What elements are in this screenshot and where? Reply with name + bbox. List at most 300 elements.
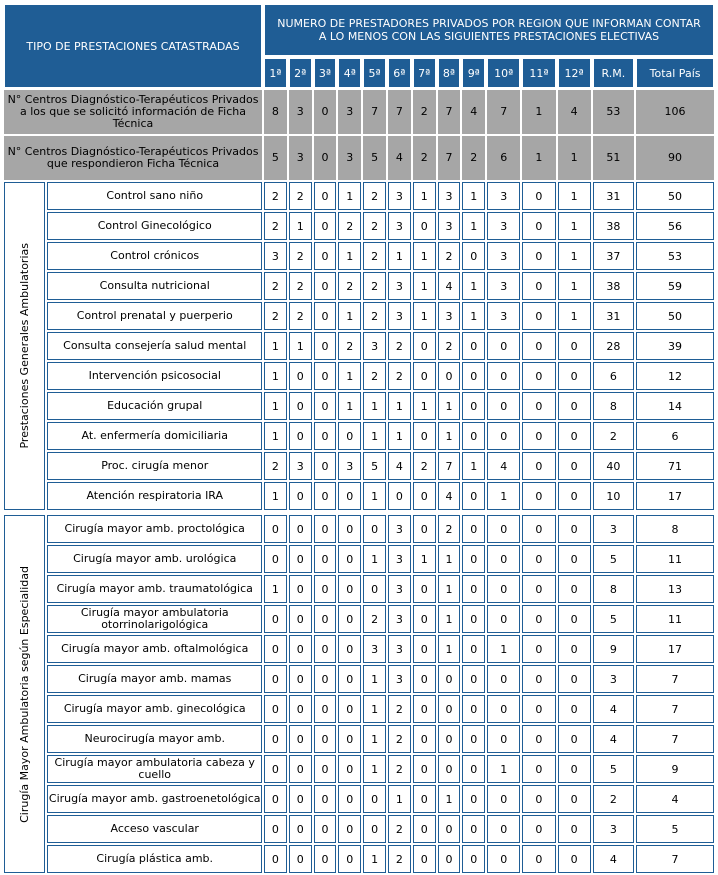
value-cell: 50 — [636, 302, 714, 330]
value-cell: 0 — [462, 845, 485, 873]
value-cell: 3 — [338, 452, 361, 480]
value-cell: 0 — [314, 212, 337, 240]
column-header: Total País — [636, 58, 714, 88]
title-line-1: NUMERO DE PRESTADORES PRIVADOS POR REGION QUE INFORMAN CONTAR — [277, 17, 701, 30]
summary-value: 4 — [462, 90, 485, 134]
value-cell: 0 — [522, 725, 555, 753]
value-cell: 1 — [264, 482, 287, 510]
value-cell: 0 — [522, 422, 555, 450]
value-cell: 3 — [438, 302, 461, 330]
table-row — [4, 362, 714, 390]
column-header: 12ª — [558, 58, 591, 88]
value-cell: 0 — [363, 785, 386, 813]
value-cell: 0 — [314, 545, 337, 573]
value-cell: 0 — [289, 515, 312, 543]
value-cell: 0 — [338, 785, 361, 813]
value-cell: 0 — [558, 635, 591, 663]
value-cell: 0 — [438, 725, 461, 753]
value-cell: 0 — [289, 362, 312, 390]
value-cell: 2 — [363, 242, 386, 270]
value-cell: 0 — [413, 695, 436, 723]
row-label: Cirugía mayor amb. traumatológica — [47, 575, 262, 603]
value-cell: 3 — [487, 302, 520, 330]
value-cell: 0 — [487, 545, 520, 573]
value-cell: 12 — [636, 362, 714, 390]
table-row — [4, 482, 714, 510]
value-cell: 0 — [487, 785, 520, 813]
value-cell: 1 — [438, 545, 461, 573]
value-cell: 1 — [363, 392, 386, 420]
summary-value: 0 — [314, 136, 337, 180]
value-cell: 11 — [636, 545, 714, 573]
value-cell: 40 — [593, 452, 634, 480]
value-cell: 2 — [438, 332, 461, 360]
value-cell: 0 — [338, 515, 361, 543]
summary-value: 7 — [363, 90, 386, 134]
value-cell: 2 — [264, 182, 287, 210]
value-cell: 0 — [264, 725, 287, 753]
value-cell: 0 — [558, 785, 591, 813]
value-cell: 17 — [636, 482, 714, 510]
value-cell: 2 — [289, 302, 312, 330]
value-cell: 0 — [264, 635, 287, 663]
value-cell: 1 — [264, 362, 287, 390]
value-cell: 0 — [413, 482, 436, 510]
value-cell: 0 — [413, 665, 436, 693]
value-cell: 0 — [487, 665, 520, 693]
value-cell: 0 — [314, 575, 337, 603]
value-cell: 0 — [314, 332, 337, 360]
value-cell: 1 — [363, 545, 386, 573]
value-cell: 8 — [636, 515, 714, 543]
value-cell: 0 — [558, 815, 591, 843]
value-cell: 10 — [593, 482, 634, 510]
value-cell: 0 — [487, 845, 520, 873]
table-row — [4, 725, 714, 753]
value-cell: 0 — [522, 665, 555, 693]
row-label: Consulta consejería salud mental — [47, 332, 262, 360]
column-header: 10ª — [487, 58, 520, 88]
summary-value: 7 — [388, 90, 411, 134]
value-cell: 0 — [314, 515, 337, 543]
value-cell: 0 — [264, 515, 287, 543]
value-cell: 0 — [462, 422, 485, 450]
summary-label: N° Centros Diagnóstico-Terapéuticos Privados que respondieron Ficha Técnica — [4, 136, 262, 180]
value-cell: 0 — [264, 665, 287, 693]
value-cell: 0 — [522, 302, 555, 330]
value-cell: 1 — [363, 725, 386, 753]
value-cell: 3 — [487, 272, 520, 300]
value-cell: 0 — [522, 575, 555, 603]
value-cell: 0 — [413, 515, 436, 543]
summary-value: 1 — [522, 136, 555, 180]
value-cell: 6 — [593, 362, 634, 390]
value-cell: 2 — [388, 845, 411, 873]
value-cell: 3 — [487, 182, 520, 210]
group-label-cell — [4, 182, 45, 510]
value-cell: 1 — [289, 332, 312, 360]
value-cell: 2 — [289, 182, 312, 210]
row-label: Cirugía mayor amb. mamas — [47, 665, 262, 693]
value-cell: 3 — [388, 635, 411, 663]
value-cell: 0 — [487, 422, 520, 450]
row-label: Control Ginecológico — [47, 212, 262, 240]
value-cell: 0 — [522, 332, 555, 360]
tipo-header: TIPO DE PRESTACIONES CATASTRADAS — [4, 4, 262, 88]
value-cell: 0 — [522, 182, 555, 210]
summary-value: 3 — [338, 90, 361, 134]
value-cell: 4 — [636, 785, 714, 813]
value-cell: 7 — [438, 452, 461, 480]
summary-value: 5 — [264, 136, 287, 180]
value-cell: 2 — [363, 362, 386, 390]
value-cell: 1 — [338, 362, 361, 390]
value-cell: 1 — [558, 302, 591, 330]
value-cell: 0 — [289, 665, 312, 693]
summary-value: 7 — [438, 90, 461, 134]
group-separator — [4, 512, 714, 513]
summary-value: 2 — [462, 136, 485, 180]
value-cell: 0 — [462, 605, 485, 633]
row-label: Cirugía mayor ambulatoria otorrinolarigológica — [47, 605, 262, 633]
value-cell: 0 — [289, 482, 312, 510]
value-cell: 1 — [289, 212, 312, 240]
summary-value: 0 — [314, 90, 337, 134]
value-cell: 0 — [289, 392, 312, 420]
value-cell: 1 — [558, 182, 591, 210]
value-cell: 1 — [363, 845, 386, 873]
value-cell: 0 — [413, 785, 436, 813]
summary-value: 3 — [289, 90, 312, 134]
value-cell: 3 — [487, 212, 520, 240]
value-cell: 2 — [264, 302, 287, 330]
summary-row — [4, 136, 714, 180]
table-row — [4, 272, 714, 300]
row-label: Cirugía mayor amb. gastroenetológica — [47, 785, 262, 813]
column-header: 3ª — [314, 58, 337, 88]
value-cell: 1 — [363, 755, 386, 783]
value-cell: 0 — [462, 482, 485, 510]
value-cell: 2 — [388, 815, 411, 843]
summary-value: 51 — [593, 136, 634, 180]
value-cell: 0 — [522, 785, 555, 813]
summary-value: 4 — [558, 90, 591, 134]
value-cell: 0 — [413, 362, 436, 390]
value-cell: 0 — [413, 422, 436, 450]
table-row — [4, 332, 714, 360]
value-cell: 4 — [593, 725, 634, 753]
value-cell: 0 — [314, 242, 337, 270]
summary-value: 1 — [522, 90, 555, 134]
value-cell: 3 — [388, 272, 411, 300]
value-cell: 0 — [314, 422, 337, 450]
value-cell: 0 — [314, 452, 337, 480]
value-cell: 0 — [462, 332, 485, 360]
value-cell: 2 — [363, 302, 386, 330]
title-header — [264, 4, 714, 56]
value-cell: 0 — [522, 272, 555, 300]
summary-value: 7 — [438, 136, 461, 180]
value-cell: 0 — [289, 635, 312, 663]
value-cell: 0 — [314, 272, 337, 300]
value-cell: 0 — [558, 482, 591, 510]
value-cell: 2 — [289, 242, 312, 270]
value-cell: 2 — [363, 212, 386, 240]
value-cell: 3 — [289, 452, 312, 480]
value-cell: 1 — [338, 392, 361, 420]
value-cell: 1 — [413, 242, 436, 270]
value-cell: 0 — [289, 695, 312, 723]
column-header: 11ª — [522, 58, 555, 88]
value-cell: 0 — [363, 515, 386, 543]
value-cell: 13 — [636, 575, 714, 603]
value-cell: 2 — [264, 452, 287, 480]
title-line-2: A LO MENOS CON LAS SIGUIENTES PRESTACIONES ELECTIVAS — [318, 30, 660, 43]
value-cell: 2 — [289, 272, 312, 300]
table-row — [4, 695, 714, 723]
value-cell: 0 — [438, 665, 461, 693]
value-cell: 0 — [314, 392, 337, 420]
value-cell: 2 — [388, 755, 411, 783]
value-cell: 17 — [636, 635, 714, 663]
value-cell: 0 — [462, 392, 485, 420]
value-cell: 1 — [462, 182, 485, 210]
value-cell: 1 — [462, 272, 485, 300]
value-cell: 39 — [636, 332, 714, 360]
value-cell: 1 — [558, 242, 591, 270]
table-row — [4, 422, 714, 450]
value-cell: 0 — [558, 845, 591, 873]
value-cell: 0 — [363, 575, 386, 603]
table-row — [4, 392, 714, 420]
value-cell: 0 — [338, 575, 361, 603]
value-cell: 0 — [462, 362, 485, 390]
value-cell: 4 — [388, 452, 411, 480]
value-cell: 0 — [314, 482, 337, 510]
value-cell: 0 — [264, 845, 287, 873]
value-cell: 0 — [363, 815, 386, 843]
table-row — [4, 815, 714, 843]
table-row — [4, 845, 714, 873]
value-cell: 2 — [388, 332, 411, 360]
value-cell: 2 — [593, 422, 634, 450]
value-cell: 0 — [558, 695, 591, 723]
value-cell: 1 — [438, 605, 461, 633]
value-cell: 0 — [487, 362, 520, 390]
value-cell: 0 — [338, 605, 361, 633]
value-cell: 0 — [462, 695, 485, 723]
value-cell: 1 — [363, 422, 386, 450]
value-cell: 2 — [593, 785, 634, 813]
value-cell: 0 — [413, 575, 436, 603]
value-cell: 0 — [314, 725, 337, 753]
row-label: Control sano niño — [47, 182, 262, 210]
value-cell: 14 — [636, 392, 714, 420]
table-row — [4, 182, 714, 210]
summary-value: 1 — [558, 136, 591, 180]
value-cell: 0 — [522, 815, 555, 843]
value-cell: 0 — [558, 605, 591, 633]
value-cell: 0 — [487, 392, 520, 420]
value-cell: 2 — [338, 212, 361, 240]
value-cell: 1 — [438, 785, 461, 813]
value-cell: 1 — [264, 422, 287, 450]
group-label-cell — [4, 515, 45, 873]
value-cell: 1 — [487, 755, 520, 783]
value-cell: 0 — [558, 362, 591, 390]
value-cell: 0 — [438, 815, 461, 843]
table-row — [4, 665, 714, 693]
value-cell: 2 — [413, 452, 436, 480]
row-label: Intervención psicosocial — [47, 362, 262, 390]
value-cell: 0 — [522, 515, 555, 543]
value-cell: 0 — [522, 452, 555, 480]
value-cell: 3 — [388, 515, 411, 543]
group-label: Prestaciones Generales Ambulatorias — [18, 243, 32, 449]
value-cell: 0 — [487, 695, 520, 723]
value-cell: 0 — [289, 605, 312, 633]
summary-value: 3 — [338, 136, 361, 180]
value-cell: 1 — [558, 272, 591, 300]
value-cell: 0 — [487, 815, 520, 843]
value-cell: 0 — [314, 755, 337, 783]
table-row — [4, 785, 714, 813]
value-cell: 1 — [413, 392, 436, 420]
row-label: Cirugía mayor ambulatoria cabeza y cuello — [47, 755, 262, 783]
value-cell: 7 — [636, 665, 714, 693]
value-cell: 0 — [314, 605, 337, 633]
value-cell: 0 — [314, 362, 337, 390]
value-cell: 2 — [363, 272, 386, 300]
value-cell: 3 — [438, 182, 461, 210]
value-cell: 2 — [363, 605, 386, 633]
value-cell: 71 — [636, 452, 714, 480]
value-cell: 9 — [636, 755, 714, 783]
value-cell: 0 — [487, 605, 520, 633]
value-cell: 0 — [522, 392, 555, 420]
value-cell: 1 — [413, 182, 436, 210]
summary-value: 4 — [388, 136, 411, 180]
value-cell: 0 — [462, 815, 485, 843]
value-cell: 0 — [413, 605, 436, 633]
value-cell: 6 — [636, 422, 714, 450]
value-cell: 0 — [487, 332, 520, 360]
row-label: Cirugía mayor amb. ginecológica — [47, 695, 262, 723]
value-cell: 0 — [314, 815, 337, 843]
column-header: 9ª — [462, 58, 485, 88]
row-label: Consulta nutricional — [47, 272, 262, 300]
value-cell: 1 — [438, 422, 461, 450]
value-cell: 0 — [289, 575, 312, 603]
value-cell: 0 — [413, 815, 436, 843]
value-cell: 2 — [264, 212, 287, 240]
value-cell: 2 — [438, 515, 461, 543]
value-cell: 1 — [558, 212, 591, 240]
value-cell: 0 — [438, 695, 461, 723]
column-header: R.M. — [593, 58, 634, 88]
value-cell: 0 — [558, 725, 591, 753]
value-cell: 0 — [413, 635, 436, 663]
value-cell: 0 — [413, 212, 436, 240]
value-cell: 2 — [264, 272, 287, 300]
value-cell: 0 — [338, 815, 361, 843]
value-cell: 0 — [314, 785, 337, 813]
value-cell: 1 — [462, 302, 485, 330]
value-cell: 1 — [388, 392, 411, 420]
value-cell: 56 — [636, 212, 714, 240]
value-cell: 0 — [487, 575, 520, 603]
value-cell: 0 — [413, 755, 436, 783]
summary-value: 8 — [264, 90, 287, 134]
column-header: 1ª — [264, 58, 287, 88]
value-cell: 3 — [388, 545, 411, 573]
row-label: At. enfermería domiciliaria — [47, 422, 262, 450]
value-cell: 0 — [338, 725, 361, 753]
value-cell: 0 — [487, 515, 520, 543]
value-cell: 5 — [593, 755, 634, 783]
value-cell: 3 — [388, 182, 411, 210]
value-cell: 1 — [413, 302, 436, 330]
value-cell: 38 — [593, 212, 634, 240]
group-label: Cirugía Mayor Ambulatoria según Especialidad — [18, 565, 32, 823]
value-cell: 0 — [558, 392, 591, 420]
value-cell: 1 — [462, 212, 485, 240]
value-cell: 9 — [593, 635, 634, 663]
value-cell: 5 — [593, 545, 634, 573]
row-label: Acceso vascular — [47, 815, 262, 843]
value-cell: 0 — [438, 362, 461, 390]
value-cell: 0 — [438, 845, 461, 873]
value-cell: 3 — [388, 605, 411, 633]
value-cell: 0 — [558, 515, 591, 543]
table-row — [4, 452, 714, 480]
value-cell: 1 — [462, 452, 485, 480]
value-cell: 0 — [522, 242, 555, 270]
value-cell: 0 — [462, 785, 485, 813]
column-header: 6ª — [388, 58, 411, 88]
value-cell: 0 — [289, 545, 312, 573]
value-cell: 0 — [413, 845, 436, 873]
value-cell: 0 — [462, 725, 485, 753]
value-cell: 0 — [522, 845, 555, 873]
value-cell: 0 — [438, 755, 461, 783]
value-cell: 2 — [363, 182, 386, 210]
value-cell: 2 — [338, 332, 361, 360]
value-cell: 0 — [338, 482, 361, 510]
row-label: Cirugía plástica amb. — [47, 845, 262, 873]
value-cell: 1 — [438, 392, 461, 420]
value-cell: 8 — [593, 575, 634, 603]
value-cell: 0 — [462, 635, 485, 663]
value-cell: 0 — [338, 422, 361, 450]
value-cell: 0 — [338, 665, 361, 693]
value-cell: 5 — [636, 815, 714, 843]
row-label: Cirugía mayor amb. oftalmológica — [47, 635, 262, 663]
column-header: 4ª — [338, 58, 361, 88]
value-cell: 2 — [338, 272, 361, 300]
value-cell: 1 — [264, 575, 287, 603]
value-cell: 3 — [487, 242, 520, 270]
value-cell: 4 — [487, 452, 520, 480]
value-cell: 0 — [289, 785, 312, 813]
value-cell: 53 — [636, 242, 714, 270]
row-label: Neurocirugía mayor amb. — [47, 725, 262, 753]
value-cell: 0 — [314, 665, 337, 693]
value-cell: 1 — [388, 242, 411, 270]
table-row — [4, 575, 714, 603]
value-cell: 28 — [593, 332, 634, 360]
value-cell: 0 — [522, 362, 555, 390]
